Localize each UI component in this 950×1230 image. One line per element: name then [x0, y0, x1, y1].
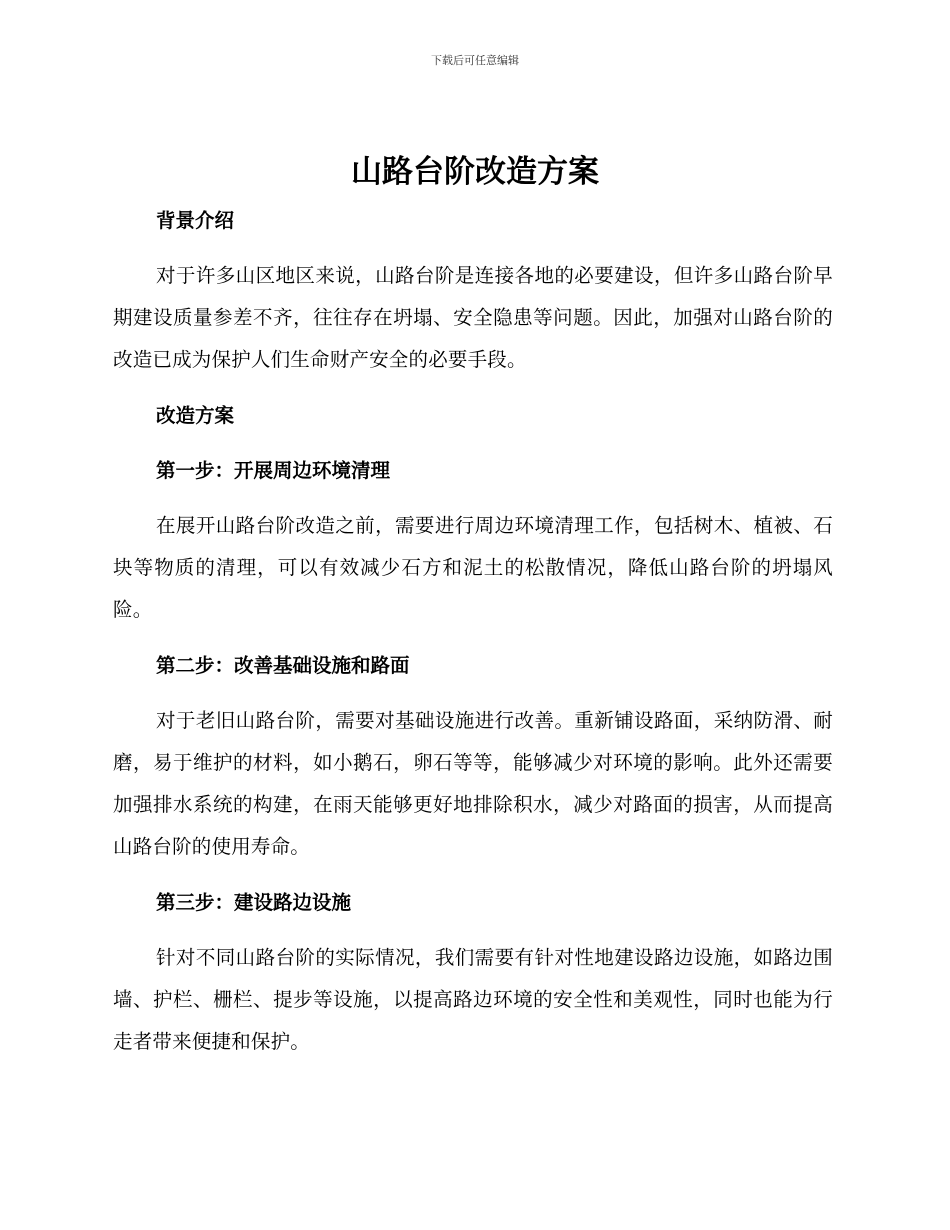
paragraph-background: 对于许多山区地区来说，山路台阶是连接各地的必要建设，但许多山路台阶早期建设质量参差不齐，往往存在坍塌、安全隐患等问题。因此，加强对山路台阶的改造已成为保护人们生命财产安全的必要手段。 — [113, 264, 833, 371]
paragraph-step3: 针对不同山路台阶的实际情况，我们需要有针对性地建设路边设施，如路边围墙、护栏、栅栏、提步等设施，以提高路边环境的安全性和美观性，同时也能为行走者带来便捷和保护。 — [113, 946, 833, 1053]
section-heading-step3: 第三步：建设路边设施 — [156, 891, 352, 914]
page-header-note: 下载后可任意编辑 — [431, 54, 519, 67]
document-body — [113, 200, 833, 1063]
section-heading-plan: 改造方案 — [156, 404, 235, 427]
paragraph-step2: 对于老旧山路台阶，需要对基础设施进行改善。重新铺设路面，采纳防滑、耐磨，易于维护的材料，如小鹅石，卵石等等，能够减少对环境的影响。此外还需要加强排水系统的构建，在雨天能够更好地排除积水，减少对路面的损害，从而提高山路台阶的使用寿命。 — [113, 709, 833, 858]
document-title: 山路台阶改造方案 — [351, 154, 599, 190]
section-heading-background: 背景介绍 — [156, 209, 235, 232]
paragraph-step1: 在展开山路台阶改造之前，需要进行周边环境清理工作，包括树木、植被、石块等物质的清理，可以有效减少石方和泥土的松散情况，降低山路台阶的坍塌风险。 — [113, 514, 833, 621]
section-heading-step1: 第一步：开展周边环境清理 — [156, 459, 391, 482]
section-heading-step2: 第二步：改善基础设施和路面 — [156, 654, 410, 677]
